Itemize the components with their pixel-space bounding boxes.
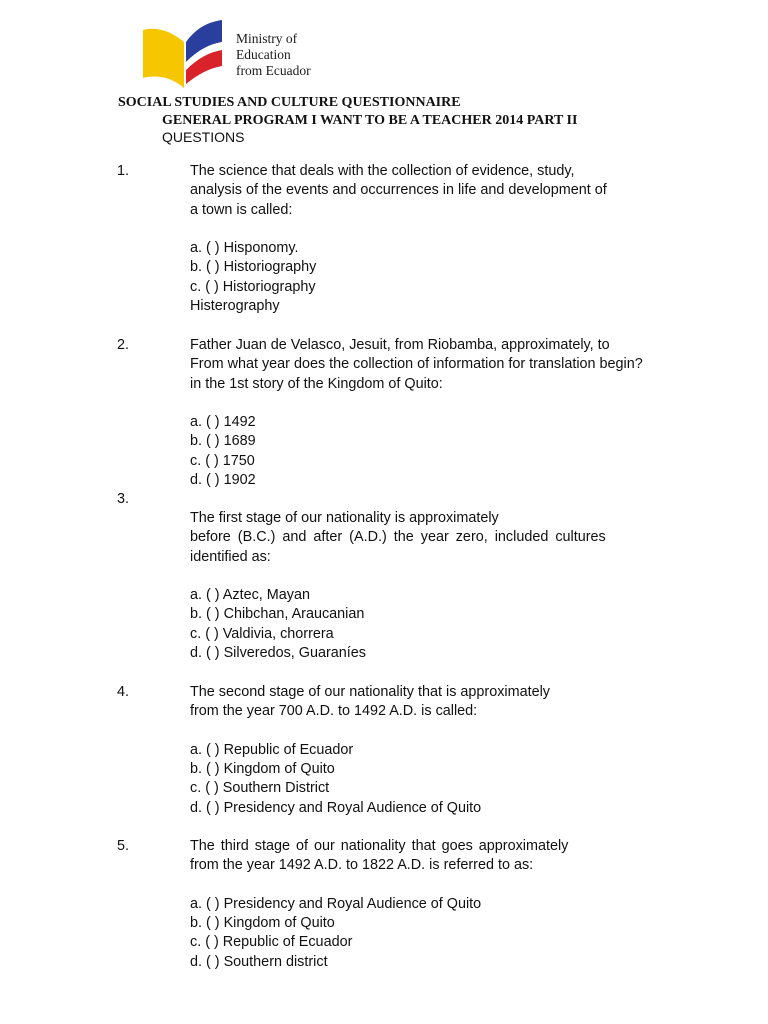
answer-option: a. ( ) Republic of Ecuador bbox=[190, 741, 354, 758]
question-text-line: from the year 1492 A.D. to 1822 A.D. is referred to as: bbox=[190, 857, 534, 874]
answer-option: d. ( ) Presidency and Royal Audience of Quito bbox=[190, 799, 482, 816]
document-title: SOCIAL STUDIES AND CULTURE QUESTIONNAIRE bbox=[118, 95, 461, 110]
question-body bbox=[190, 683, 690, 818]
answer-option: b. ( ) Historiography bbox=[190, 259, 317, 276]
answer-option: c. ( ) 1750 bbox=[190, 452, 255, 469]
question-text-line: From what year does the collection of information for translation begin? bbox=[190, 356, 643, 373]
answer-option: c. ( ) Republic of Ecuador bbox=[190, 934, 353, 951]
logo-text bbox=[236, 31, 311, 79]
question-number: 5. bbox=[117, 838, 130, 854]
question-body bbox=[190, 336, 690, 490]
question-text-line: The first stage of our nationality is approximately bbox=[190, 510, 499, 526]
answer-option: a. ( ) Hisponomy. bbox=[190, 240, 299, 257]
question-text-line: in the 1st story of the Kingdom of Quito: bbox=[190, 375, 443, 392]
answer-option: b. ( ) Kingdom of Quito bbox=[190, 761, 335, 778]
question-number: 2. bbox=[117, 337, 130, 353]
answer-option: d. ( ) Southern district bbox=[190, 953, 328, 970]
answer-option: c. ( ) Valdivia, chorrera bbox=[190, 625, 334, 642]
question-text-line: The third stage of our nationality that goes approximately bbox=[190, 838, 569, 854]
answer-option: a. ( ) Presidency and Royal Audience of Quito bbox=[190, 895, 482, 912]
answer-option: d. ( ) 1902 bbox=[190, 472, 256, 489]
section-heading: QUESTIONS bbox=[162, 129, 245, 145]
logo-yellow-page bbox=[143, 29, 184, 88]
question-text-line: The second stage of our nationality that is approximately bbox=[190, 684, 550, 700]
answer-option: b. ( ) Chibchan, Araucanian bbox=[190, 606, 365, 623]
question-text-line: The science that deals with the collection of evidence, study, bbox=[190, 163, 575, 179]
question-body bbox=[190, 509, 690, 663]
question-text-line: from the year 700 A.D. to 1492 A.D. is called: bbox=[190, 703, 478, 720]
question-text-line: before (B.C.) and after (A.D.) the year zero, included cultures bbox=[190, 529, 606, 546]
question-body bbox=[190, 837, 690, 972]
logo-line: Ministry of bbox=[236, 31, 298, 46]
logo-line: from Ecuador bbox=[236, 63, 311, 78]
question-text-line: analysis of the events and occurrences in life and development of bbox=[190, 182, 607, 199]
logo-line: Education bbox=[236, 47, 291, 62]
answer-option: c. ( ) Historiography bbox=[190, 278, 316, 295]
answer-option: a. ( ) Aztec, Mayan bbox=[190, 587, 310, 604]
document-subtitle: GENERAL PROGRAM I WANT TO BE A TEACHER 2014 PART II bbox=[162, 113, 578, 128]
answer-option: a. ( ) 1492 bbox=[190, 414, 256, 431]
question-number: 3. bbox=[117, 491, 130, 507]
answer-option: c. ( ) Southern District bbox=[190, 780, 330, 797]
answer-option: b. ( ) 1689 bbox=[190, 433, 256, 450]
question-body bbox=[190, 162, 690, 316]
question-text-line: identified as: bbox=[190, 548, 271, 565]
answer-option: d. ( ) Silveredos, Guaraníes bbox=[190, 645, 366, 662]
question-text-line: a town is called: bbox=[190, 201, 293, 218]
answer-option: Histerography bbox=[190, 298, 280, 315]
question-number: 1. bbox=[117, 163, 130, 179]
question-number: 4. bbox=[117, 684, 130, 700]
question-text-line: Father Juan de Velasco, Jesuit, from Riobamba, approximately, to bbox=[190, 337, 610, 353]
answer-option: b. ( ) Kingdom of Quito bbox=[190, 915, 335, 932]
